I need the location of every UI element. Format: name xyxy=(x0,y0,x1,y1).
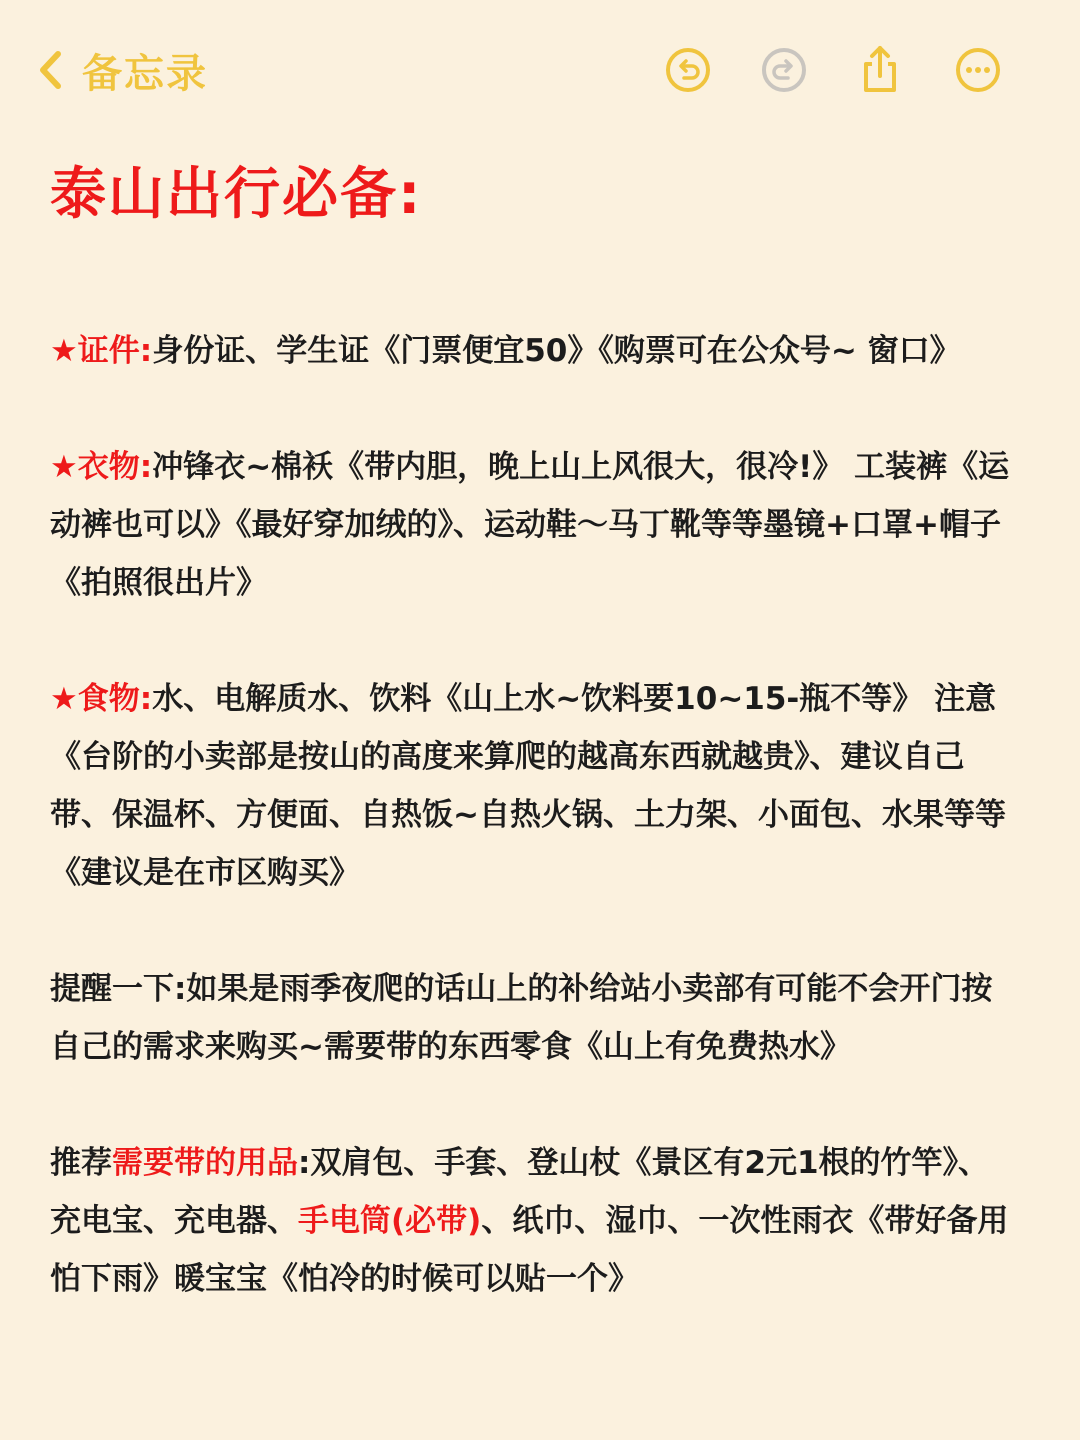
redo-button[interactable] xyxy=(758,44,810,96)
note-reminder: 提醒一下:如果是雨季夜爬的话山上的补给站小卖部有可能不会开门按自己的需求来购买~需要带的东西零食《山上有免费热水》 xyxy=(50,971,993,1065)
recommend-text-rest: 、纸巾、湿巾、一次性雨衣《带好备用怕下雨》暖宝宝《怕冷的时候可以贴一个》 xyxy=(50,1203,1009,1297)
note-body[interactable] xyxy=(50,160,1020,1308)
section-text: 身份证、学生证《门票便宜50》《购票可在公众号~ 窗口》 xyxy=(152,333,961,369)
recommend-prefix: 推荐 xyxy=(50,1145,112,1181)
navigation-bar xyxy=(0,0,1080,140)
share-icon xyxy=(854,44,906,96)
section-label: ★食物: xyxy=(50,681,153,717)
redo-icon xyxy=(758,44,810,96)
section-text: 冲锋衣~棉袄《带内胆，晚上山上风很大，很冷!》 工装裤《运动裤也可以》《最好穿加绒的》、运动鞋～马丁靴等等墨镜+口罩+帽子《拍照很出片》 xyxy=(50,449,1010,601)
note-section-documents xyxy=(50,322,1020,380)
share-button[interactable] xyxy=(854,44,906,96)
section-text: 水、电解质水、饮料《山上水~饮料要10~15-瓶不等》 注意《台阶的小卖部是按山的高度来算爬的越高东西就越贵》、建议自己带、保温杯、方便面、自热饭~自热火锅、土力架、小面包、水果等等《建议是在市区购买》 xyxy=(50,681,1006,891)
section-label: ★证件: xyxy=(50,333,153,369)
undo-icon xyxy=(662,44,714,96)
back-label: 备忘录 xyxy=(82,50,208,97)
note-recommend xyxy=(50,1134,1020,1308)
note-section-food xyxy=(50,670,1020,902)
more-icon xyxy=(952,44,1004,96)
more-button[interactable] xyxy=(952,44,1004,96)
recommend-highlight: 需要带的用品 xyxy=(112,1145,298,1181)
back-button[interactable] xyxy=(36,40,208,100)
recommend-highlight-flashlight: 手电筒(必带) xyxy=(298,1203,482,1239)
note-section-clothing xyxy=(50,438,1020,612)
chevron-left-icon xyxy=(36,48,64,92)
note-title: 泰山出行必备: xyxy=(50,162,423,227)
recommend-text: :双肩包、手套、登山杖《景区有2元1根的竹竿》、充电宝、充电器、 xyxy=(50,1145,990,1239)
undo-button[interactable] xyxy=(662,44,714,96)
section-label: ★衣物: xyxy=(50,449,153,485)
